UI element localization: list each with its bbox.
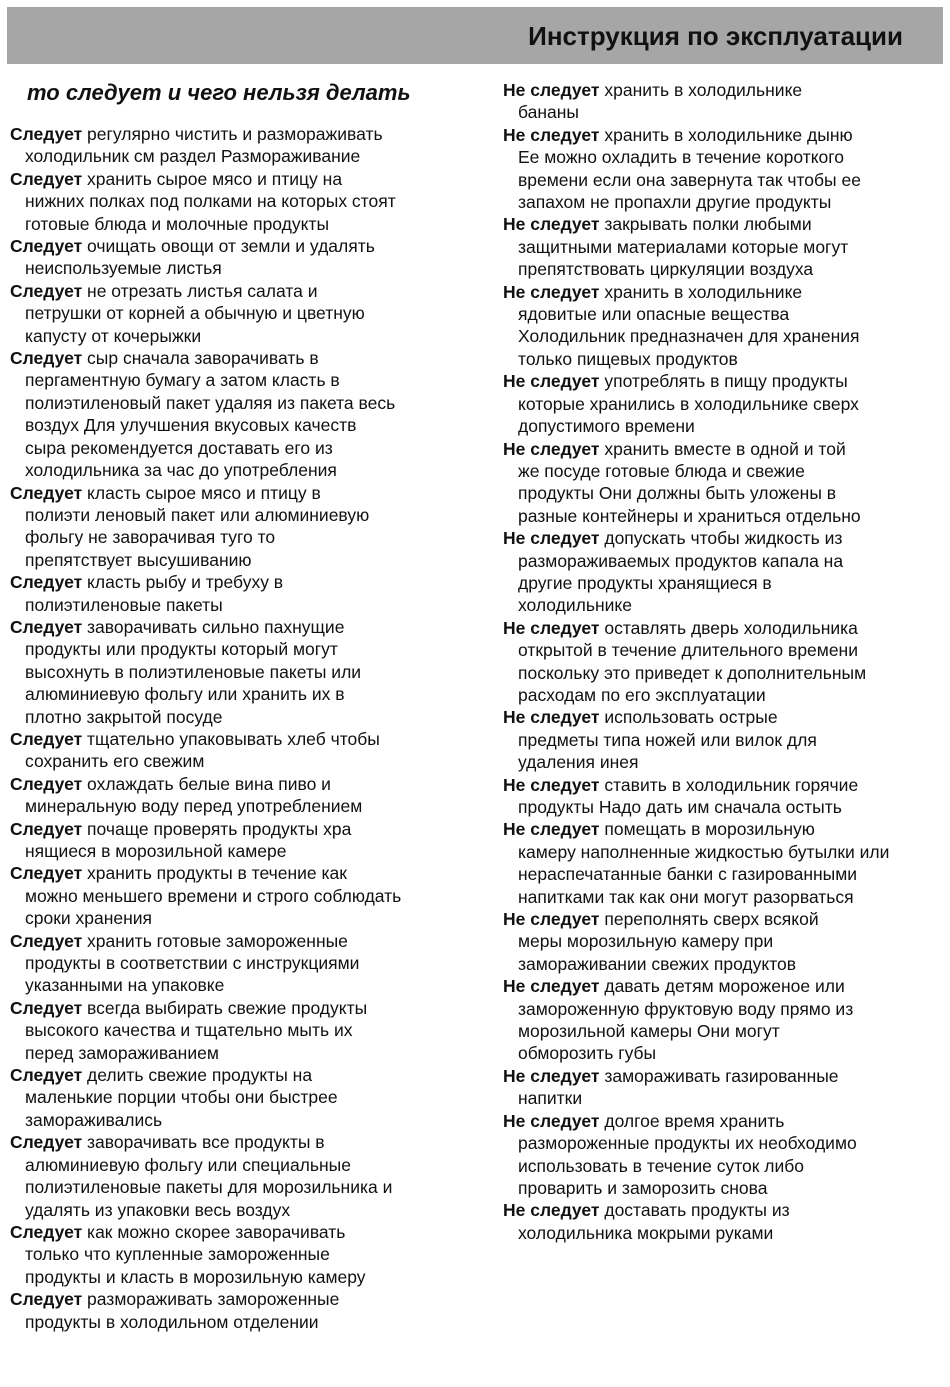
do-item (10, 728, 455, 773)
dont-item (503, 281, 943, 371)
page-title: Инструкция по эксплуатации (528, 21, 903, 51)
do-label: Следует (10, 863, 83, 884)
do-label: Следует (10, 997, 83, 1018)
header-bar (7, 7, 943, 64)
do-label: Следует (10, 1065, 83, 1086)
do-text: как можно скорее заворачивать только что купленные замороженные продукты и класть в морозильную камеру (25, 1221, 366, 1287)
dont-label: Не следует (503, 909, 600, 930)
dont-item (503, 124, 943, 214)
dont-item (503, 1065, 943, 1110)
dont-text: закрывать полки любыми защитными материалами которые могут препятствовать циркуляции воздуха (518, 214, 849, 280)
section-title: то следует и чего нельзя делать (27, 80, 411, 105)
dont-label: Не следует (503, 707, 600, 728)
dont-item (503, 818, 943, 908)
do-item (10, 818, 455, 863)
do-item (10, 280, 455, 347)
do-item (10, 1221, 455, 1288)
do-item (10, 862, 455, 929)
dont-text: доставать продукты из холодильника мокрыми руками (518, 1200, 790, 1243)
dont-item (503, 706, 943, 773)
dont-label: Не следует (503, 976, 600, 997)
dont-text: оставлять дверь холодильника открытой в течение длительного времени поскольку это приведет к дополнительным расходам по его эксплуатации (518, 617, 867, 705)
dont-text: давать детям мороженое или замороженную фруктовую воду прямо из морозильной камеры Они могут обморозить губы (518, 976, 854, 1064)
do-label: Следует (10, 482, 83, 503)
dont-item (503, 79, 943, 124)
do-item (10, 235, 455, 280)
do-text: класть сырое мясо и птицу в полиэти леновый пакет или алюминиевую фольгу не заворачивая туго то препятствует высушиванию (25, 482, 370, 570)
do-label: Следует (10, 818, 83, 839)
do-item (10, 571, 455, 616)
do-text: всегда выбирать свежие продукты высокого качества и тщательно мыть их перед замораживанием (25, 997, 368, 1063)
do-text: хранить готовые замороженные продукты в соответствии с инструкциями указанными на упаковке (25, 930, 360, 996)
do-text: не отрезать листья салата и петрушки от корней а обычную и цветную капусту от кочерыжки (25, 280, 365, 346)
do-text: регулярно чистить и размораживать холодильник см раздел Размораживание (25, 124, 383, 167)
do-label: Следует (10, 728, 83, 749)
do-text: сыр сначала заворачивать в пергаментную бумагу а затом класть в полиэтиленовый пакет удаляя из пакета весь воздух Для улучшения вкусовых качеств сыра рекомендуется доставать его из холодильника за час до употребления (25, 348, 396, 481)
dont-item (503, 1199, 943, 1244)
dont-item (503, 213, 943, 280)
do-text: хранить продукты в течение как можно меньшего времени и строго соблюдать сроки хранения (25, 863, 402, 929)
dont-text: использовать острые предметы типа ножей или вилок для удаления инея (518, 707, 817, 773)
do-item (10, 482, 455, 572)
dont-label: Не следует (503, 1200, 600, 1221)
dont-item (503, 370, 943, 437)
dont-label: Не следует (503, 438, 600, 459)
do-label: Следует (10, 236, 83, 257)
dont-label: Не следует (503, 80, 600, 100)
dont-label: Не следует (503, 124, 600, 145)
do-label: Следует (10, 1132, 83, 1153)
do-text: размораживать замороженные продукты в холодильном отделении (25, 1289, 340, 1332)
do-item (10, 1131, 455, 1221)
do-item (10, 616, 455, 728)
dont-item (503, 1110, 943, 1200)
do-item (10, 773, 455, 818)
dont-label: Не следует (503, 1065, 600, 1086)
do-item (10, 1288, 455, 1333)
do-label: Следует (10, 616, 83, 637)
dont-label: Не следует (503, 774, 600, 795)
do-label: Следует (10, 572, 83, 593)
do-item (10, 123, 455, 168)
do-label: Следует (10, 280, 83, 301)
do-text: класть рыбу и требуху в полиэтиленовые пакеты (25, 572, 284, 615)
do-text: заворачивать все продукты в алюминиевую фольгу или специальные полиэтиленовые пакеты для морозильника и удалять из упаковки весь воздух (25, 1132, 393, 1220)
do-item (10, 347, 455, 481)
dont-list (503, 79, 943, 1244)
do-label: Следует (10, 773, 83, 794)
do-item (10, 1064, 455, 1131)
dont-label: Не следует (503, 1110, 600, 1131)
do-text: почаще проверять продукты хра нящиеся в морозильной камере (25, 818, 352, 861)
dont-text: допускать чтобы жидкость из размораживаемых продуктов капала на другие продукты хранящиеся в холодильнике (518, 528, 844, 616)
do-text: делить свежие продукты на маленькие порции чтобы они быстрее замораживались (25, 1065, 338, 1130)
dont-item (503, 438, 943, 528)
dont-text: переполнять сверх всякой меры морозильную камеру при замораживании свежих продуктов (518, 909, 819, 974)
do-label: Следует (10, 124, 83, 144)
do-text: очищать овощи от земли и удалять неиспользуемые листья (25, 236, 375, 279)
dont-item (503, 908, 943, 975)
dont-item (503, 617, 943, 707)
dont-item (503, 975, 943, 1065)
do-label: Следует (10, 930, 83, 951)
dont-text: ставить в холодильник горячие продукты Надо дать им сначала остыть (518, 774, 859, 817)
dont-text: хранить в холодильнике бананы (518, 80, 803, 123)
do-list (10, 123, 455, 1333)
do-item (10, 168, 455, 235)
dont-text: помещать в морозильную камеру наполненные жидкостью бутылки или нераспечатанные банки с газированными напитками так как они могут разорваться (518, 819, 890, 907)
do-label: Следует (10, 1289, 83, 1310)
do-label: Следует (10, 168, 83, 189)
do-text: тщательно упаковывать хлеб чтобы сохранить его свежим (25, 728, 380, 772)
dont-label: Не следует (503, 281, 600, 302)
dont-text: замораживать газированные напитки (518, 1065, 839, 1109)
dont-label: Не следует (503, 819, 600, 840)
do-text: охлаждать белые вина пиво и минеральную воду перед употреблением (25, 773, 363, 817)
dont-text: употреблять в пищу продукты которые хранились в холодильнике сверх допустимого времени (518, 371, 859, 437)
dont-label: Не следует (503, 528, 600, 549)
do-text: заворачивать сильно пахнущие продукты или продукты который могут высохнуть в полиэтиленовые пакеты или алюминиевую фольгу или хранить их в плотно закрытой посуде (25, 616, 362, 727)
dont-label: Не следует (503, 371, 600, 392)
dont-item (503, 527, 943, 617)
dont-label: Не следует (503, 214, 600, 235)
dont-item (503, 774, 943, 819)
dont-text: долгое время хранить размороженные продукты их необходимо использовать в течение суток либо проварить и заморозить снова (518, 1110, 857, 1198)
dont-text: хранить вместе в одной и той же посуде готовые блюда и свежие продукты Они должны быть уложены в разные контейнеры и храниться отдельно (518, 438, 861, 526)
do-text: хранить сырое мясо и птицу на нижних полках под полками на которых стоят готовые блюда и молочные продукты (25, 168, 396, 234)
dont-label: Не следует (503, 617, 600, 638)
dont-text: хранить в холодильнике ядовитые или опасные вещества Холодильник предназначен для хранения только пищевых продуктов (518, 281, 860, 369)
do-label: Следует (10, 1221, 83, 1242)
do-item (10, 997, 455, 1064)
do-item (10, 930, 455, 997)
do-label: Следует (10, 348, 83, 369)
dont-text: хранить в холодильнике дыню Ее можно охладить в течение короткого времени если она завернута так чтобы ее запахом не пропахли другие продукты (518, 124, 861, 213)
